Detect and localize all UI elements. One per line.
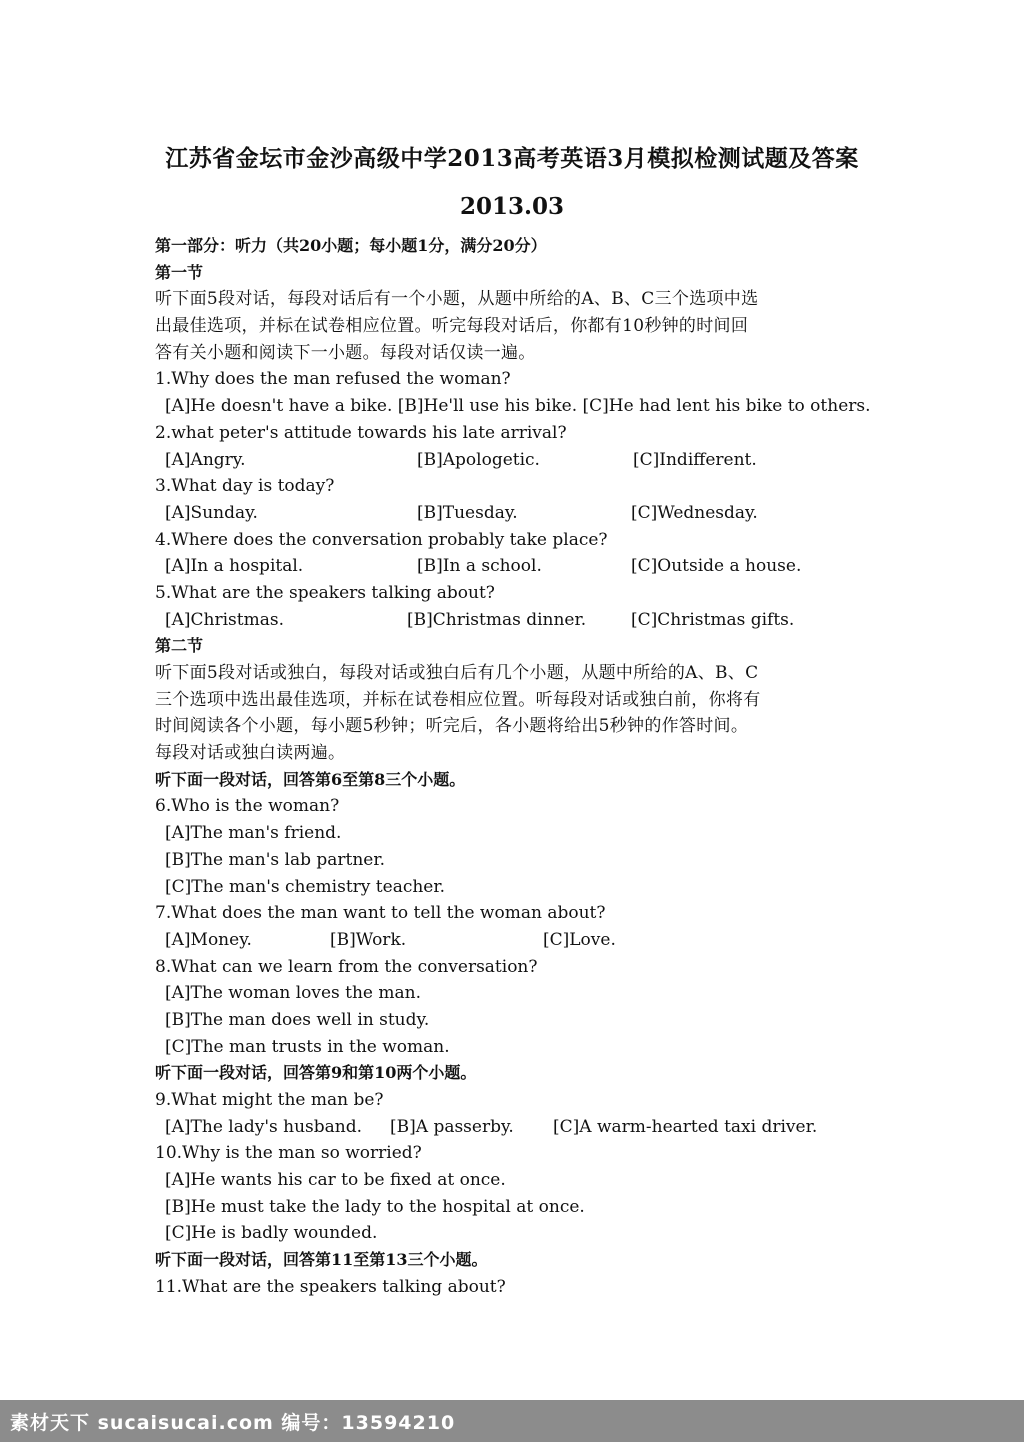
document-title: 江苏省金坛市金沙高级中学2013高考英语3月模拟检测试题及答案 [165, 145, 859, 172]
question-1: 1.Why does the man refused the woman? [155, 369, 511, 390]
question-8: 8.What can we learn from the conversation? [155, 956, 538, 977]
section1-instruction-line: 出最佳选项，并标在试卷相应位置。听完每段对话后，你都有10秒钟的时间回 [155, 316, 749, 337]
question-1-options: [A]He doesn't have a bike. [B]He'll use his bike. [C]He had lent his bike to others. [165, 396, 871, 417]
section1-instruction-line: 答有关小题和阅读下一小题。每段对话仅读一遍。 [155, 342, 536, 363]
option-b: [B]In a school. [417, 556, 542, 577]
section2-instruction-line: 三个选项中选出最佳选项，并标在试卷相应位置。听每段对话或独白前，你将有 [155, 689, 761, 710]
option-b: [B]A passerby. [390, 1116, 514, 1137]
option-c: [C]He is badly wounded. [165, 1223, 378, 1244]
section1-header: 第一节 [155, 262, 204, 282]
option-c: [C]The man trusts in the woman. [165, 1036, 450, 1057]
question-3: 3.What day is today? [155, 476, 335, 497]
option-c: [C]The man's chemistry teacher. [165, 876, 446, 897]
option-a: [A]He wants his car to be fixed at once. [165, 1170, 506, 1191]
part1-header: 第一部分：听力（共20小题；每小题1分，满分20分） [155, 236, 547, 255]
question-2-options [155, 447, 875, 474]
option-c: [C]Love. [543, 929, 616, 950]
question-7-options [155, 927, 875, 954]
option-a: [A]Money. [165, 929, 252, 950]
option-b: [B]Work. [330, 929, 407, 950]
section2-instruction-line: 时间阅读各个小题，每小题5秒钟；听完后，各小题将给出5秒钟的作答时间。 [155, 716, 749, 737]
question-9: 9.What might the man be? [155, 1090, 384, 1110]
watermark-text: 素材天下 sucaisucai.com 编号：13594210 [10, 1412, 456, 1434]
question-11: 11.What are the speakers talking about? [155, 1276, 506, 1297]
option-a: [A]In a hospital. [165, 556, 304, 577]
question-5: 5.What are the speakers talking about? [155, 582, 495, 603]
option-b: [B]The man does well in study. [165, 1009, 430, 1030]
option-b: [B]Christmas dinner. [407, 609, 587, 630]
question-4-options [155, 553, 875, 580]
option-b: [B]Tuesday. [417, 502, 518, 523]
option-c: [C]A warm-hearted taxi driver. [553, 1116, 818, 1137]
option-c: [C]Christmas gifts. [631, 609, 795, 630]
question-5-options [155, 607, 875, 634]
section2-instruction-line: 每段对话或独白读两遍。 [155, 743, 346, 764]
watermark-bar [0, 1400, 1024, 1442]
question-7: 7.What does the man want to tell the woman about? [155, 903, 606, 924]
subsection-header: 听下面一段对话，回答第9和第10两个小题。 [155, 1063, 477, 1083]
section1-instruction-line: 听下面5段对话，每段对话后有一个小题，从题中所给的A、B、C三个选项中选 [155, 289, 759, 310]
option-b: [B]He must take the lady to the hospital at once. [165, 1196, 585, 1217]
option-a: [A]The man's friend. [165, 823, 342, 844]
option-b: [B]Apologetic. [417, 449, 540, 470]
option-c: [C]Outside a house. [631, 556, 802, 577]
subsection-header: 听下面一段对话，回答第11至第13三个小题。 [155, 1250, 488, 1270]
option-b: [B]The man's lab partner. [165, 849, 386, 870]
question-3-options [155, 500, 875, 527]
option-a: [A]The lady's husband. [165, 1116, 363, 1137]
option-a: [A]Sunday. [165, 502, 258, 523]
subsection-header: 听下面一段对话，回答第6至第8三个小题。 [155, 769, 466, 789]
option-a: [A]The woman loves the man. [165, 983, 422, 1004]
option-a: [A]Christmas. [165, 609, 284, 630]
question-4: 4.Where does the conversation probably take place? [155, 529, 608, 550]
question-9-options [155, 1114, 875, 1141]
document-body [155, 233, 875, 1301]
document-date: 2013.03 [459, 193, 565, 220]
section2-instruction-line: 听下面5段对话或独白，每段对话或独白后有几个小题，从题中所给的A、B、C [155, 663, 759, 683]
question-2: 2.what peter's attitude towards his late arrival? [155, 422, 567, 443]
question-6: 6.Who is the woman? [155, 796, 340, 817]
option-c: [C]Wednesday. [631, 502, 758, 523]
section2-header: 第二节 [155, 636, 204, 656]
option-c: [C]Indifferent. [633, 449, 757, 470]
question-10: 10.Why is the man so worried? [155, 1143, 422, 1164]
option-a: [A]Angry. [165, 449, 246, 470]
